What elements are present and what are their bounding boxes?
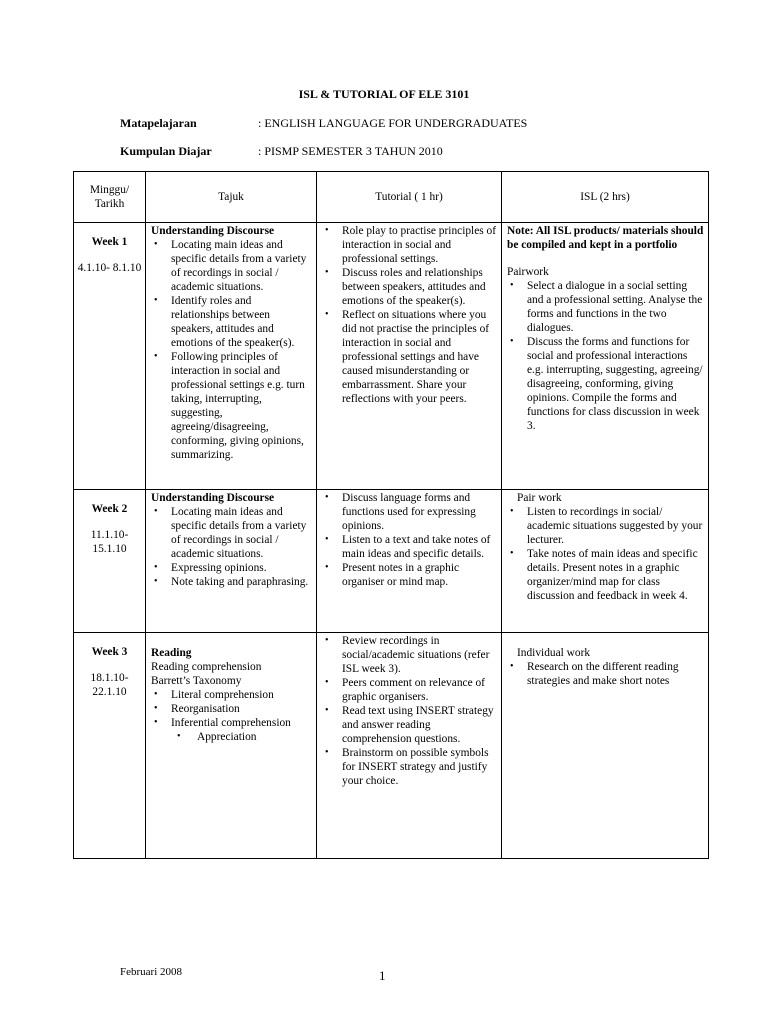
list-item: • Reorganisation	[151, 702, 312, 716]
topic-heading: Understanding Discourse	[151, 492, 275, 504]
list-item: • Reflect on situations where you did not practise the principles of interaction in social and professional settings and have caused misunderstanding or embarrassment. Share your reflections with your peers.	[322, 308, 497, 406]
date-range: 11.1.10- 15.1.10	[90, 529, 129, 555]
group-label: Kumpulan Diajar	[120, 144, 212, 158]
list-item: • Following principles of interaction in social and professional settings e.g. turn taking, interrupting, suggesting, agreeing/disagreeing, conforming, giving opinions, summarizing.	[151, 350, 312, 462]
topic-sublist	[151, 730, 312, 744]
week-label: Week 3	[91, 646, 128, 658]
schedule-table	[73, 171, 709, 859]
list-item: • Discuss roles and relationships between speakers, attitudes and emotions of the speaker(s).	[322, 266, 497, 308]
isl-note: Note: All ISL products/ materials should be compiled and kept in a portfolio	[507, 225, 704, 251]
list-item: • Review recordings in social/academic situations (refer ISL week 3).	[322, 634, 497, 676]
tutorial-cell	[317, 490, 502, 633]
isl-cell	[502, 490, 709, 633]
tutorial-cell	[317, 633, 502, 859]
topic-subheading: Barrett’s Taxonomy	[151, 675, 242, 687]
tajuk-cell	[146, 490, 317, 633]
topic-list	[151, 238, 312, 462]
topic-subheading: Reading comprehension	[151, 661, 262, 673]
table-row	[74, 490, 709, 633]
list-item: • Locating main ideas and specific details from a variety of recordings in social / academic situations.	[151, 505, 312, 561]
tutorial-list	[322, 224, 497, 406]
list-item: • Expressing opinions.	[151, 561, 312, 575]
column-header-isl: ISL (2 hrs)	[502, 172, 709, 223]
page-number: 1	[379, 968, 386, 983]
table-row	[74, 633, 709, 859]
list-item: • Inferential comprehension	[151, 716, 312, 730]
column-header-week: Minggu/ Tarikh	[74, 172, 146, 223]
table-header-row	[74, 172, 709, 223]
table-row	[74, 223, 709, 490]
subject-label: Matapelajaran	[120, 116, 197, 130]
list-item: • Locating main ideas and specific details from a variety of recordings in social / academic situations.	[151, 238, 312, 294]
isl-activity-label: Individual work	[517, 647, 591, 659]
week-label: Week 1	[91, 236, 128, 248]
date-range: 4.1.10- 8.1.10	[77, 262, 142, 274]
week-cell	[74, 633, 146, 859]
list-item: • Role play to practise principles of interaction in social and professional settings.	[322, 224, 497, 266]
tajuk-cell	[146, 223, 317, 490]
isl-cell	[502, 223, 709, 490]
list-item: • Appreciation	[151, 730, 312, 744]
isl-list	[507, 279, 704, 433]
page-title: ISL & TUTORIAL OF ELE 3101	[298, 87, 470, 101]
week-cell	[74, 223, 146, 490]
list-item: • Take notes of main ideas and specific details. Present notes in a graphic organizer/mind map for class discussion and feedback in week 4.	[507, 547, 704, 603]
isl-activity-label: Pairwork	[507, 266, 549, 278]
footer-date: Februari 2008	[120, 966, 183, 978]
isl-activity-label: Pair work	[517, 492, 562, 504]
list-item: • Discuss language forms and functions used for expressing opinions.	[322, 491, 497, 533]
column-header-tajuk: Tajuk	[146, 172, 317, 223]
week-cell	[74, 490, 146, 633]
list-item: • Brainstorm on possible symbols for INSERT strategy and justify your choice.	[322, 746, 497, 788]
tutorial-list	[322, 634, 497, 788]
list-item: • Listen to a text and take notes of main ideas and specific details.	[322, 533, 497, 561]
list-item: • Literal comprehension	[151, 688, 312, 702]
isl-list	[507, 505, 704, 603]
list-item: • Peers comment on relevance of graphic organisers.	[322, 676, 497, 704]
column-header-tutorial: Tutorial ( 1 hr)	[317, 172, 502, 223]
list-item: • Present notes in a graphic organiser or mind map.	[322, 561, 497, 589]
tajuk-cell	[146, 633, 317, 859]
list-item: • Research on the different reading strategies and make short notes	[507, 660, 704, 688]
list-item: • Note taking and paraphrasing.	[151, 575, 312, 589]
isl-list	[507, 660, 704, 688]
topic-list	[151, 505, 312, 589]
list-item: • Discuss the forms and functions for social and professional interactions e.g. interrupting, suggesting, agreeing/ disagreeing, conforming, giving opinions. Compile the forms and functions for class discussion in week 3.	[507, 335, 704, 433]
list-item: • Read text using INSERT strategy and answer reading comprehension questions.	[322, 704, 497, 746]
topic-heading: Understanding Discourse	[151, 225, 275, 237]
isl-cell	[502, 633, 709, 859]
week-label: Week 2	[91, 503, 128, 515]
group-value: : PISMP SEMESTER 3 TAHUN 2010	[258, 144, 443, 158]
subject-value: : ENGLISH LANGUAGE FOR UNDERGRADUATES	[258, 116, 528, 130]
topic-list	[151, 688, 312, 730]
date-range: 18.1.10- 22.1.10	[90, 672, 129, 698]
tutorial-cell	[317, 223, 502, 490]
list-item: • Select a dialogue in a social setting and a professional setting. Analyse the forms and functions in the two dialogues.	[507, 279, 704, 335]
list-item: • Listen to recordings in social/ academic situations suggested by your lecturer.	[507, 505, 704, 547]
topic-heading: Reading	[151, 647, 192, 659]
list-item: • Identify roles and relationships between speakers, attitudes and emotions of the speaker(s).	[151, 294, 312, 350]
tutorial-list	[322, 491, 497, 589]
